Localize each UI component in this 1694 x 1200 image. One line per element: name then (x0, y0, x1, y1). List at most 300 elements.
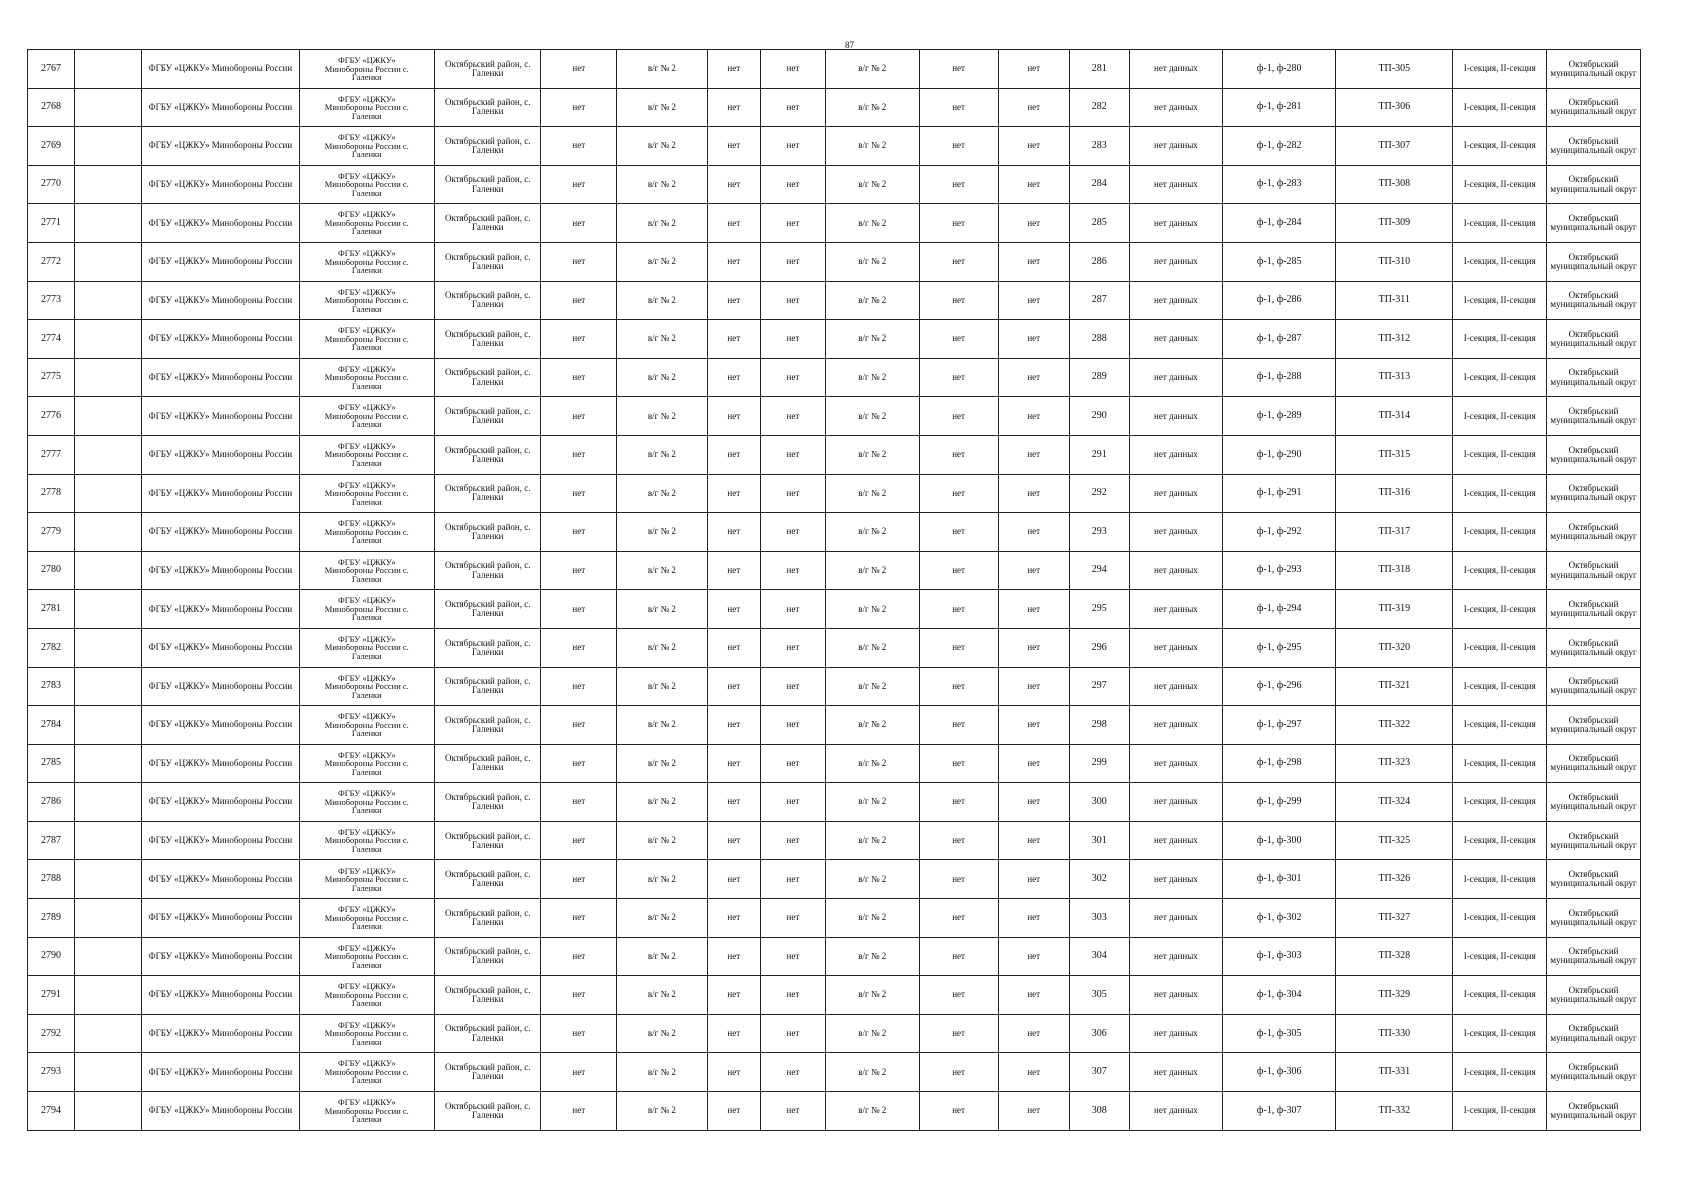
address-cell: Октябрьский район, с. Галенки (434, 358, 541, 397)
value-cell: нет (998, 50, 1069, 89)
value-cell: нет (919, 513, 998, 552)
value-cell: нет (919, 165, 998, 204)
value-cell: нет (707, 474, 760, 513)
value-cell: нет (707, 860, 760, 899)
owner-line-1: ФГБУ «ЦЖКУ» (338, 981, 396, 992)
value-cell: нет (707, 937, 760, 976)
feeder-cell: ф-1, ф-295 (1223, 628, 1336, 667)
data-status-cell: нет данных (1129, 281, 1223, 320)
owner-cell: ФГБУ «ЦЖКУ» Минобороны России (141, 1014, 299, 1053)
address-cell: Октябрьский район, с. Галенки (434, 590, 541, 629)
district-cell: Октябрьский муниципальный округ (1547, 474, 1641, 513)
owner-line-2: Минобороны России с. (324, 565, 409, 576)
feeder-cell: ф-1, ф-302 (1223, 899, 1336, 938)
owner-line-2: Минобороны России с. (324, 449, 409, 460)
object-cell: в/г № 2 (825, 127, 919, 166)
owner-line-3: Галенки (351, 419, 382, 430)
value-cell: нет (998, 242, 1069, 281)
owner-line-2: Минобороны России с. (324, 642, 409, 653)
owner-cell: ФГБУ «ЦЖКУ» Минобороны России (141, 590, 299, 629)
owner-line-3: Галенки (351, 921, 382, 932)
value-cell: нет (919, 50, 998, 89)
number-cell: 299 (1069, 744, 1129, 783)
row-id: 2794 (28, 1092, 75, 1131)
district-cell: Октябрьский муниципальный округ (1547, 320, 1641, 359)
table-row (28, 127, 1641, 166)
district-cell: Октябрьский муниципальный округ (1547, 706, 1641, 745)
object-cell: в/г № 2 (825, 474, 919, 513)
table-row (28, 1053, 1641, 1092)
owner-location-cell (299, 320, 434, 359)
number-cell: 295 (1069, 590, 1129, 629)
value-cell: нет (998, 435, 1069, 474)
owner-line-3: Галенки (351, 959, 382, 970)
owner-line-2: Минобороны России с. (324, 140, 409, 151)
value-cell: нет (541, 1092, 617, 1131)
data-status-cell: нет данных (1129, 976, 1223, 1015)
empty-cell (74, 88, 141, 127)
value-cell: нет (707, 513, 760, 552)
feeder-cell: ф-1, ф-294 (1223, 590, 1336, 629)
owner-location-cell (299, 358, 434, 397)
owner-line-2: Минобороны России с. (324, 681, 409, 692)
owner-line-2: Минобороны России с. (324, 102, 409, 113)
value-cell: нет (541, 1053, 617, 1092)
owner-line-3: Галенки (351, 998, 382, 1009)
district-cell: Октябрьский муниципальный округ (1547, 281, 1641, 320)
object-cell: в/г № 2 (617, 397, 708, 436)
row-id: 2792 (28, 1014, 75, 1053)
object-cell: в/г № 2 (617, 281, 708, 320)
district-cell: Октябрьский муниципальный округ (1547, 937, 1641, 976)
row-id: 2775 (28, 358, 75, 397)
object-cell: в/г № 2 (617, 628, 708, 667)
owner-cell: ФГБУ «ЦЖКУ» Минобороны России (141, 435, 299, 474)
owner-line-2: Минобороны России с. (324, 333, 409, 344)
object-cell: в/г № 2 (825, 165, 919, 204)
feeder-cell: ф-1, ф-282 (1223, 127, 1336, 166)
object-cell: в/г № 2 (617, 50, 708, 89)
owner-cell: ФГБУ «ЦЖКУ» Минобороны России (141, 667, 299, 706)
district-cell: Октябрьский муниципальный округ (1547, 744, 1641, 783)
owner-line-1: ФГБУ «ЦЖКУ» (338, 826, 396, 837)
feeder-cell: ф-1, ф-280 (1223, 50, 1336, 89)
value-cell: нет (998, 1092, 1069, 1131)
value-cell: нет (760, 88, 825, 127)
value-cell: нет (707, 744, 760, 783)
district-cell: Октябрьский муниципальный округ (1547, 976, 1641, 1015)
value-cell: нет (919, 204, 998, 243)
value-cell: нет (919, 667, 998, 706)
district-cell: Октябрьский муниципальный округ (1547, 628, 1641, 667)
object-cell: в/г № 2 (617, 204, 708, 243)
data-status-cell: нет данных (1129, 744, 1223, 783)
owner-cell: ФГБУ «ЦЖКУ» Минобороны России (141, 1053, 299, 1092)
address-cell: Октябрьский район, с. Галенки (434, 165, 541, 204)
object-cell: в/г № 2 (617, 976, 708, 1015)
empty-cell (74, 435, 141, 474)
feeder-cell: ф-1, ф-286 (1223, 281, 1336, 320)
district-cell: Октябрьский муниципальный округ (1547, 551, 1641, 590)
data-status-cell: нет данных (1129, 1092, 1223, 1131)
owner-location-cell (299, 1092, 434, 1131)
value-cell: нет (541, 474, 617, 513)
owner-line-3: Галенки (351, 457, 382, 468)
row-id: 2777 (28, 435, 75, 474)
value-cell: нет (998, 590, 1069, 629)
owner-line-3: Галенки (351, 187, 382, 198)
value-cell: нет (919, 1014, 998, 1053)
owner-location-cell (299, 860, 434, 899)
number-cell: 293 (1069, 513, 1129, 552)
owner-location-cell (299, 435, 434, 474)
owner-line-2: Минобороны России с. (324, 63, 409, 74)
table-row (28, 165, 1641, 204)
owner-location-cell (299, 821, 434, 860)
row-id: 2793 (28, 1053, 75, 1092)
value-cell: нет (998, 320, 1069, 359)
row-id: 2791 (28, 976, 75, 1015)
row-id: 2788 (28, 860, 75, 899)
feeder-cell: ф-1, ф-287 (1223, 320, 1336, 359)
value-cell: нет (541, 127, 617, 166)
owner-cell: ФГБУ «ЦЖКУ» Минобороны России (141, 744, 299, 783)
value-cell: нет (919, 320, 998, 359)
owner-location-cell (299, 976, 434, 1015)
number-cell: 308 (1069, 1092, 1129, 1131)
owner-line-1: ФГБУ «ЦЖКУ» (338, 170, 396, 181)
empty-cell (74, 50, 141, 89)
empty-cell (74, 397, 141, 436)
district-cell: Октябрьский муниципальный округ (1547, 127, 1641, 166)
address-cell: Октябрьский район, с. Галенки (434, 204, 541, 243)
empty-cell (74, 1053, 141, 1092)
table-row (28, 1014, 1641, 1053)
feeder-cell: ф-1, ф-298 (1223, 744, 1336, 783)
object-cell: в/г № 2 (825, 50, 919, 89)
object-cell: в/г № 2 (617, 821, 708, 860)
substation-cell: ТП-314 (1336, 397, 1453, 436)
value-cell: нет (919, 1053, 998, 1092)
section-cell: I-секция, II-секция (1453, 513, 1547, 552)
value-cell: нет (760, 435, 825, 474)
owner-line-3: Галенки (351, 1036, 382, 1047)
section-cell: I-секция, II-секция (1453, 320, 1547, 359)
table-row (28, 242, 1641, 281)
value-cell: нет (760, 744, 825, 783)
value-cell: нет (707, 590, 760, 629)
owner-line-3: Галенки (351, 650, 382, 661)
empty-cell (74, 667, 141, 706)
district-cell: Октябрьский муниципальный округ (1547, 50, 1641, 89)
section-cell: I-секция, II-секция (1453, 127, 1547, 166)
row-id: 2772 (28, 242, 75, 281)
feeder-cell: ф-1, ф-293 (1223, 551, 1336, 590)
feeder-cell: ф-1, ф-296 (1223, 667, 1336, 706)
owner-cell: ФГБУ «ЦЖКУ» Минобороны России (141, 513, 299, 552)
row-id: 2790 (28, 937, 75, 976)
owner-line-1: ФГБУ «ЦЖКУ» (338, 1097, 396, 1108)
section-cell: I-секция, II-секция (1453, 744, 1547, 783)
value-cell: нет (707, 1092, 760, 1131)
data-status-cell: нет данных (1129, 397, 1223, 436)
value-cell: нет (919, 127, 998, 166)
table-row (28, 1092, 1641, 1131)
value-cell: нет (541, 397, 617, 436)
data-status-cell: нет данных (1129, 435, 1223, 474)
object-cell: в/г № 2 (825, 628, 919, 667)
value-cell: нет (998, 667, 1069, 706)
number-cell: 283 (1069, 127, 1129, 166)
owner-line-1: ФГБУ «ЦЖКУ» (338, 55, 396, 66)
table-row (28, 397, 1641, 436)
value-cell: нет (919, 435, 998, 474)
owner-cell: ФГБУ «ЦЖКУ» Минобороны России (141, 628, 299, 667)
value-cell: нет (760, 358, 825, 397)
table-row (28, 474, 1641, 513)
table-row (28, 358, 1641, 397)
value-cell: нет (919, 1092, 998, 1131)
owner-line-2: Минобороны России с. (324, 488, 409, 499)
data-status-cell: нет данных (1129, 320, 1223, 359)
value-cell: нет (541, 667, 617, 706)
object-cell: в/г № 2 (617, 706, 708, 745)
owner-location-cell (299, 281, 434, 320)
value-cell: нет (919, 783, 998, 822)
number-cell: 306 (1069, 1014, 1129, 1053)
table-row (28, 551, 1641, 590)
owner-line-2: Минобороны России с. (324, 526, 409, 537)
owner-line-3: Галенки (351, 766, 382, 777)
value-cell: нет (541, 976, 617, 1015)
value-cell: нет (998, 358, 1069, 397)
substation-cell: ТП-316 (1336, 474, 1453, 513)
section-cell: I-секция, II-секция (1453, 1014, 1547, 1053)
owner-line-3: Галенки (351, 380, 382, 391)
object-cell: в/г № 2 (617, 320, 708, 359)
value-cell: нет (541, 821, 617, 860)
empty-cell (74, 127, 141, 166)
owner-line-2: Минобороны России с. (324, 179, 409, 190)
value-cell: нет (707, 976, 760, 1015)
object-cell: в/г № 2 (825, 783, 919, 822)
empty-cell (74, 551, 141, 590)
data-status-cell: нет данных (1129, 706, 1223, 745)
feeder-cell: ф-1, ф-299 (1223, 783, 1336, 822)
value-cell: нет (541, 204, 617, 243)
section-cell: I-секция, II-секция (1453, 590, 1547, 629)
row-id: 2770 (28, 165, 75, 204)
owner-location-cell (299, 590, 434, 629)
table-row (28, 937, 1641, 976)
number-cell: 305 (1069, 976, 1129, 1015)
owner-cell: ФГБУ «ЦЖКУ» Минобороны России (141, 783, 299, 822)
district-cell: Октябрьский муниципальный округ (1547, 783, 1641, 822)
section-cell: I-секция, II-секция (1453, 88, 1547, 127)
feeder-cell: ф-1, ф-288 (1223, 358, 1336, 397)
empty-cell (74, 744, 141, 783)
value-cell: нет (919, 860, 998, 899)
row-id: 2767 (28, 50, 75, 89)
owner-location-cell (299, 242, 434, 281)
value-cell: нет (760, 513, 825, 552)
owner-line-3: Галенки (351, 689, 382, 700)
address-cell: Октябрьский район, с. Галенки (434, 127, 541, 166)
number-cell: 292 (1069, 474, 1129, 513)
value-cell: нет (998, 976, 1069, 1015)
owner-line-2: Минобороны России с. (324, 256, 409, 267)
value-cell: нет (707, 899, 760, 938)
value-cell: нет (760, 165, 825, 204)
owner-cell: ФГБУ «ЦЖКУ» Минобороны России (141, 976, 299, 1015)
owner-line-2: Минобороны России с. (324, 295, 409, 306)
registry-table (27, 49, 1641, 1131)
object-cell: в/г № 2 (617, 667, 708, 706)
number-cell: 284 (1069, 165, 1129, 204)
value-cell: нет (760, 242, 825, 281)
row-id: 2778 (28, 474, 75, 513)
object-cell: в/г № 2 (825, 1092, 919, 1131)
owner-line-1: ФГБУ «ЦЖКУ» (338, 479, 396, 490)
section-cell: I-секция, II-секция (1453, 281, 1547, 320)
address-cell: Октябрьский район, с. Галенки (434, 821, 541, 860)
owner-line-1: ФГБУ «ЦЖКУ» (338, 132, 396, 143)
owner-cell: ФГБУ «ЦЖКУ» Минобороны России (141, 706, 299, 745)
address-cell: Октябрьский район, с. Галенки (434, 320, 541, 359)
object-cell: в/г № 2 (617, 899, 708, 938)
value-cell: нет (760, 1053, 825, 1092)
number-cell: 290 (1069, 397, 1129, 436)
object-cell: в/г № 2 (825, 204, 919, 243)
object-cell: в/г № 2 (617, 860, 708, 899)
value-cell: нет (919, 744, 998, 783)
table-row (28, 744, 1641, 783)
owner-location-cell (299, 706, 434, 745)
value-cell: нет (707, 821, 760, 860)
value-cell: нет (919, 397, 998, 436)
value-cell: нет (541, 281, 617, 320)
row-id: 2781 (28, 590, 75, 629)
address-cell: Октябрьский район, с. Галенки (434, 937, 541, 976)
section-cell: I-секция, II-секция (1453, 937, 1547, 976)
value-cell: нет (919, 821, 998, 860)
owner-line-2: Минобороны России с. (324, 758, 409, 769)
substation-cell: ТП-311 (1336, 281, 1453, 320)
owner-line-3: Галенки (351, 226, 382, 237)
row-id: 2789 (28, 899, 75, 938)
substation-cell: ТП-321 (1336, 667, 1453, 706)
value-cell: нет (998, 899, 1069, 938)
value-cell: нет (760, 204, 825, 243)
value-cell: нет (707, 242, 760, 281)
feeder-cell: ф-1, ф-297 (1223, 706, 1336, 745)
row-id: 2780 (28, 551, 75, 590)
object-cell: в/г № 2 (825, 899, 919, 938)
feeder-cell: ф-1, ф-301 (1223, 860, 1336, 899)
value-cell: нет (541, 50, 617, 89)
table-row (28, 667, 1641, 706)
owner-line-2: Минобороны России с. (324, 603, 409, 614)
number-cell: 288 (1069, 320, 1129, 359)
address-cell: Октябрьский район, с. Галенки (434, 1014, 541, 1053)
value-cell: нет (541, 590, 617, 629)
district-cell: Октябрьский муниципальный округ (1547, 242, 1641, 281)
owner-line-1: ФГБУ «ЦЖКУ» (338, 209, 396, 220)
district-cell: Октябрьский муниципальный округ (1547, 513, 1641, 552)
district-cell: Октябрьский муниципальный округ (1547, 358, 1641, 397)
owner-cell: ФГБУ «ЦЖКУ» Минобороны России (141, 1092, 299, 1131)
address-cell: Октябрьский район, с. Галенки (434, 435, 541, 474)
substation-cell: ТП-331 (1336, 1053, 1453, 1092)
object-cell: в/г № 2 (825, 397, 919, 436)
value-cell: нет (760, 1092, 825, 1131)
value-cell: нет (998, 551, 1069, 590)
value-cell: нет (707, 628, 760, 667)
object-cell: в/г № 2 (825, 590, 919, 629)
data-status-cell: нет данных (1129, 860, 1223, 899)
owner-line-2: Минобороны России с. (324, 1105, 409, 1116)
owner-cell: ФГБУ «ЦЖКУ» Минобороны России (141, 242, 299, 281)
value-cell: нет (760, 899, 825, 938)
section-cell: I-секция, II-секция (1453, 860, 1547, 899)
value-cell: нет (541, 165, 617, 204)
owner-line-1: ФГБУ «ЦЖКУ» (338, 788, 396, 799)
object-cell: в/г № 2 (617, 474, 708, 513)
address-cell: Октябрьский район, с. Галенки (434, 397, 541, 436)
value-cell: нет (998, 165, 1069, 204)
data-status-cell: нет данных (1129, 1014, 1223, 1053)
value-cell: нет (760, 783, 825, 822)
owner-cell: ФГБУ «ЦЖКУ» Минобороны России (141, 860, 299, 899)
value-cell: нет (998, 860, 1069, 899)
owner-line-2: Минобороны России с. (324, 217, 409, 228)
object-cell: в/г № 2 (617, 165, 708, 204)
owner-line-3: Галенки (351, 728, 382, 739)
value-cell: нет (707, 397, 760, 436)
owner-line-2: Минобороны России с. (324, 719, 409, 730)
object-cell: в/г № 2 (825, 937, 919, 976)
empty-cell (74, 281, 141, 320)
row-id: 2773 (28, 281, 75, 320)
value-cell: нет (919, 281, 998, 320)
object-cell: в/г № 2 (617, 783, 708, 822)
substation-cell: ТП-317 (1336, 513, 1453, 552)
empty-cell (74, 165, 141, 204)
owner-line-3: Галенки (351, 535, 382, 546)
feeder-cell: ф-1, ф-292 (1223, 513, 1336, 552)
data-status-cell: нет данных (1129, 358, 1223, 397)
address-cell: Октябрьский район, с. Галенки (434, 783, 541, 822)
row-id: 2776 (28, 397, 75, 436)
table-row (28, 860, 1641, 899)
owner-cell: ФГБУ «ЦЖКУ» Минобороны России (141, 821, 299, 860)
owner-line-3: Галенки (351, 805, 382, 816)
empty-cell (74, 821, 141, 860)
empty-cell (74, 242, 141, 281)
value-cell: нет (707, 88, 760, 127)
owner-location-cell (299, 474, 434, 513)
owner-location-cell (299, 551, 434, 590)
object-cell: в/г № 2 (617, 1014, 708, 1053)
section-cell: I-секция, II-секция (1453, 474, 1547, 513)
object-cell: в/г № 2 (617, 358, 708, 397)
object-cell: в/г № 2 (617, 1092, 708, 1131)
feeder-cell: ф-1, ф-303 (1223, 937, 1336, 976)
number-cell: 296 (1069, 628, 1129, 667)
feeder-cell: ф-1, ф-304 (1223, 976, 1336, 1015)
substation-cell: ТП-325 (1336, 821, 1453, 860)
value-cell: нет (760, 127, 825, 166)
